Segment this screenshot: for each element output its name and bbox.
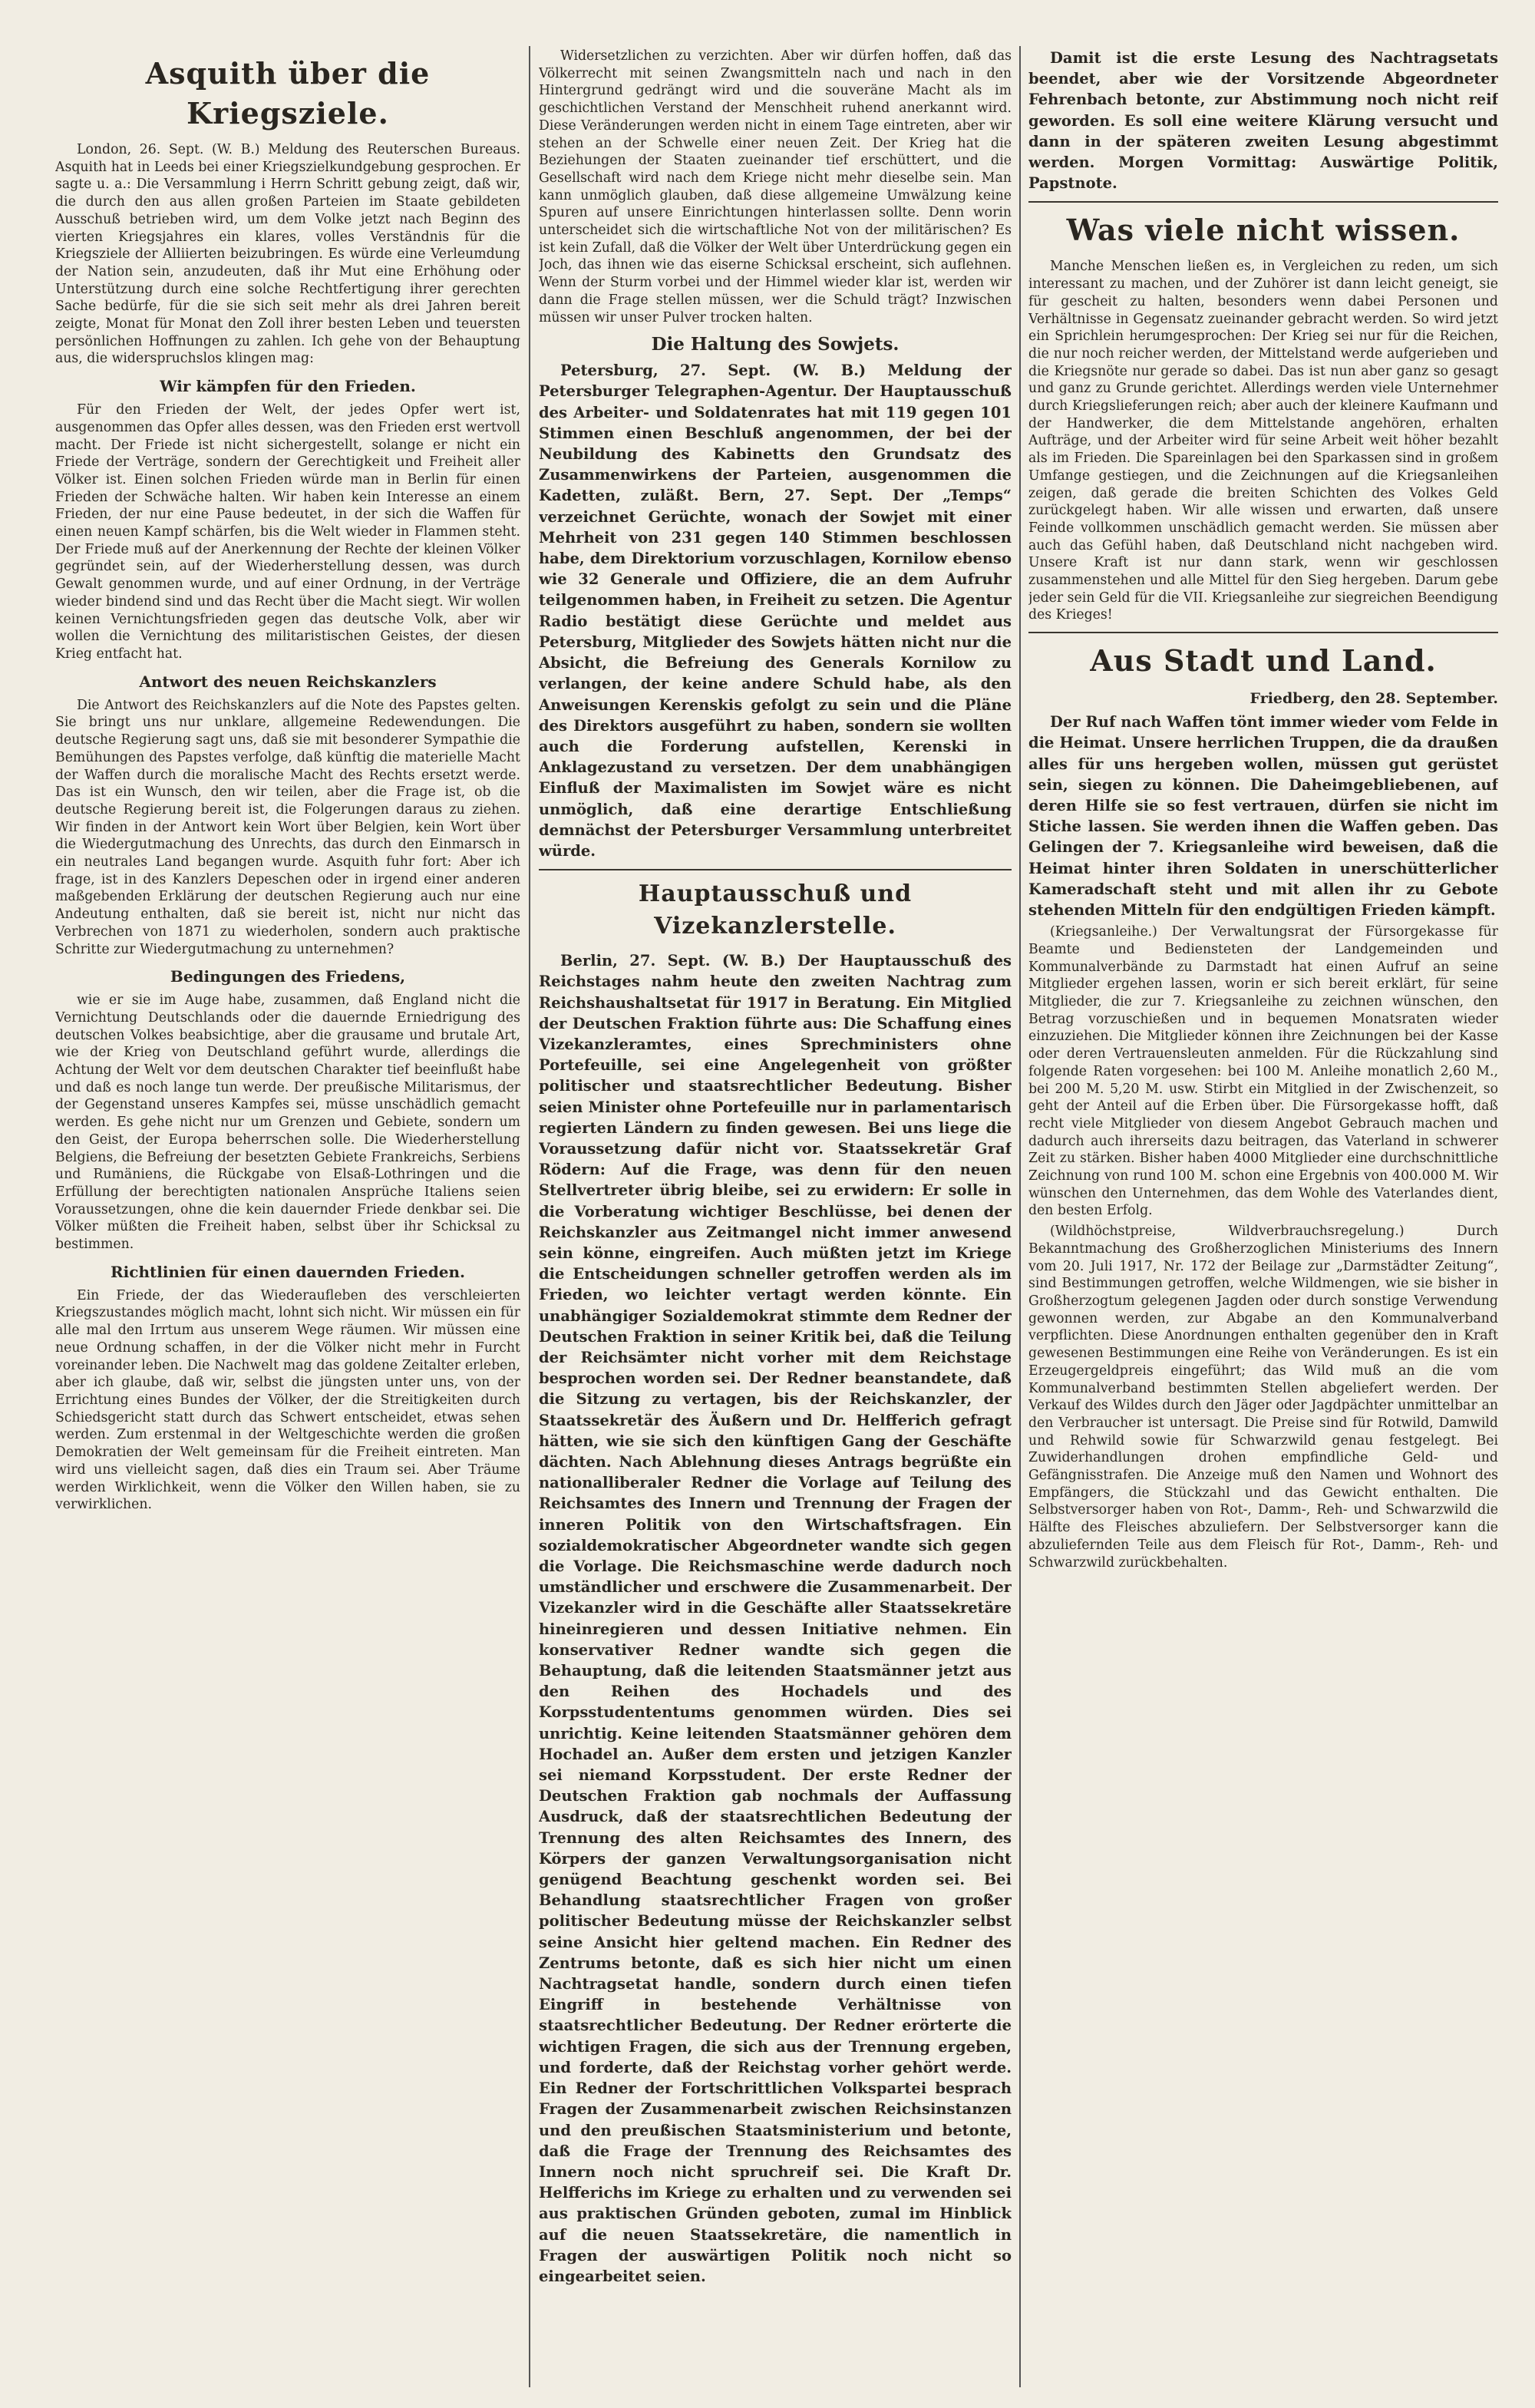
article-paragraph: Berlin, 27. Sept. (W. B.) Der Hauptausschuß des Reichstages nahm heute den zweiten Nachtrag zum Reichshaushaltsetat für 1917 in Beratung. Ein Mitglied der Deutschen Fraktion führte aus: Die Schaffung eines Vizekanzleramtes, eines Sprechministers ohne Portefeuille, sei eine Angelegenheit von größter politischer und staatsrechtlicher Bedeutung. Bisher seien Minister ohne Portefeuille nur in parlamentarisch regierten Ländern zu finden gewesen. Bei uns liege die Voraussetzung dafür nicht vor. Staatssekretär Graf Rödern: Auf die Frage, was denn für den neuen Stellvertreter übrig bleibe, sei zu erwidern: Er solle in die Vorberatung wichtiger Beschlüsse, bei denen der Reichskanzler aus Zeitmangel nicht immer anwesend sein könne, eingreifen. Auch müßten jetzt im Kriege die Entscheidungen schneller getroffen werden als im Frieden, wo leichter vertagt werden könnte. Ein unabhängiger Sozialdemokrat stimmte dem Redner der Deutschen Fraktion in seiner Kritik bei, daß die Teilung der Reichsämter nicht vorher mit dem Reichstage besprochen worden sei. Der Redner beanstandete, daß die Sitzung zu vertagen, bis der Reichskanzler, der Staatssekretär des Äußern und Dr. Helfferich gefragt hätten, wie sie sich den künftigen Gang der Geschäfte dächten. Nach Ablehnung dieses Antrags begrüßte ein nationalliberaler Redner die Vorlage auf Teilung des Reichsamtes des Innern und Trennung der Fragen der inneren Politik von den Wirtschaftsfragen. Ein sozialdemokratischer Abgeordneter wandte sich gegen die Vorlage. Die Reichsmaschine werde dadurch noch umständlicher und erschwere die Zusammenarbeit. Der Vizekanzler wird in die Geschäfte aller Staatssekretäre hineinregieren und dessen Initiative nehmen. Ein konservativer Redner wandte sich gegen die Behauptung, daß die leitenden Staatsmänner jetzt aus den Reihen des Hochadels und des Korpsstudententums genommen würden. Dies sei unrichtig. Keine leitenden Staatsmänner gehören dem Hochadel an. Außer dem ersten und jetzigen Kanzler sei niemand Korpsstudent. Der erste Redner der Deutschen Fraktion gab nochmals der Auffassung Ausdruck, daß der staatsrechtlichen Bedeutung der Trennung des alten Reichsamtes des Innern, des Körpers der ganzen Verwaltungsorganisation nicht genügend Beachtung geschenkt worden sei. Bei Behandlung staatsrechtlicher Fragen von großer politischer Bedeutung müsse der Reichskanzler selbst seine Ansicht hier geltend machen. Ein Redner des Zentrums betonte, daß es sich hier nicht um einen Nachtragsetat handle, sondern durch einen tiefen Eingriff in bestehende Verhältnisse von staatsrechtlicher Bedeutung. Der Redner erörterte die wichtigen Fragen, die sich aus der Trennung ergeben, und forderte, daß der Reichstag vorher gehört werde. Ein Redner der Fortschrittlichen Volkspartei besprach Fragen der Zusammenarbeit zwischen Reichsinstanzen und den preußischen Staatsministerium und betonte, daß die Frage der Trennung des Reichsamtes des Innern noch nicht spruchreif sei. Die Kraft Dr. Helfferichs im Kriege zu erhalten und zu verwenden sei aus praktischen Gründen geboten, zumal im Hinblick auf die neuen Staatssekretäre, die namentlich in Fragen der auswärtigen Politik noch nicht so eingearbeitet seien.	[539, 952, 1012, 2285]
section-subheading: Richtlinien für einen dauernden Frieden.	[111, 1262, 465, 1281]
section-subheading: Die Haltung des Sowjets.	[651, 334, 900, 355]
article-paragraph: Der Ruf nach Waffen tönt immer wieder vom Felde in die Heimat. Unsere herrlichen Truppen, die da draußen alles für uns hergeben wollen, müssen gut gerüstet sein, siegen zu können. Die Daheimgebliebenen, auf deren Hilfe sie so fest vertrauen, dürfen sie nicht im Stiche lassen. Sie werden ihnen die Waffen geben. Das Gelingen der 7. Kriegsanleihe wird beweisen, daß die Heimat hinter ihren Soldaten in unerschütterlicher Kameradschaft steht und mit allen ihr zu Gebote stehenden Mitteln für den endgültigen Frieden kämpft.	[1028, 713, 1498, 920]
article-paragraph: wie er sie im Auge habe, zusammen, daß England nicht die Vernichtung Deutschlands oder die dauernde Erniedrigung des deutschen Volkes beabsichtige, aber die grausame und brutale Art, wie der Krieg von Deutschland geführt wurde, allerdings die Achtung der Welt vor dem deutschen Charakter tief beeinflußt habe und daß es noch lange tun werde. Der preußische Militarismus, der der Gegenstand unseres Kampfes sei, müsse unschädlich gemacht werden. Es gehe nicht nur um Grenzen und Gebiete, sondern um den Geist, der Europa beherrschen solle. Die Wiederherstellung Belgiens, die Befreiung der besetzten Gebiete Frankreichs, Serbiens und Rumäniens, die Rückgabe von Elsaß-Lothringen und die Erfüllung der berechtigten nationalen Ansprüche Italiens seien Voraussetzungen, ohne die kein dauernder Friede denkbar sei. Die Völker müßten die Freiheit haben, selbst über ihr Schicksal zu bestimmen.	[55, 993, 520, 1253]
article-headline-wissen: Was viele nicht wissen.	[1066, 213, 1461, 248]
column-divider	[1019, 46, 1021, 2387]
article-paragraph: Für den Frieden der Welt, der jedes Opfer wert ist, ausgenommen das Opfer alles dessen, was den Frieden erst wertvoll macht. Der Friede ist nicht sichergestellt, solange er nicht ein Friede der Verträge, sondern der Gerechtigkeit und Freiheit aller Völker ist. Einen solchen Frieden würde man in Berlin für einen Frieden der Schwäche halten. Wir haben kein Interesse an einem Frieden, der nur eine Pause bedeutet, in der sich die Waffen für einen neuen Kampf schärfen, bis die Welt wieder in Flammen steht. Der Friede muß auf der Anerkennung der Rechte der kleinen Völker gegründet sein, auf der Wiederherstellung dessen, was durch Gewalt genommen wurde, und auf einer Ordnung, in der Verträge wieder bindend sind und das Recht über die Macht siegt. Wir wollen keinen Vernichtungsfrieden gegen das deutsche Volk, aber wir wollen die Vernichtung des militaristischen Geistes, der diesen Krieg entfacht hat.	[55, 402, 520, 662]
article-separator	[539, 869, 1012, 870]
dateline: Friedberg, den 28. September.	[1249, 690, 1498, 708]
article-paragraph: (Kriegsanleihe.) Der Verwaltungsrat der Fürsorgekasse für Beamte und Bediensteten der Landgemeinden und Kommunalverbände zu Darmstadt hat einen Aufruf an seine Mitglieder ergehen lassen, worin er sich bereit erklärt, für seine Mitglieder, die zur 7. Kriegsanleihe zu zeichnen wünschen, den Betrag vorzuschießen und in bequemen Monatsraten wieder einzuziehen. Die Mitglieder können ihre Zeichnungen bei der Kasse oder deren Vertrauensleuten anmelden. Für die Rückzahlung sind folgende Raten vorgesehen: bei 100 M. Anleihe monatlich 2,60 M., bei 200 M. 5,20 M. usw. Stirbt ein Mitglied in der Zwischenzeit, so geht der Anteil auf die Erben über. Die Fürsorgekasse hofft, daß recht viele Mitglieder von diesem Angebot Gebrauch machen und dadurch auch ihrerseits dazu beitragen, das Vaterland in schwerer Zeit zu stärken. Bisher haben 4000 Mitglieder eine durchschnittliche Zeichnung von rund 100 M. schon eine Ergebnis von 400.000 M. Wir wünschen den Unternehmen, das dem Wohle des Vaterlandes dient, den besten Erfolg.	[1028, 924, 1498, 1219]
article-paragraph: London, 26. Sept. (W. B.) Meldung des Reuterschen Bureaus. Asquith hat in Leeds bei einer Kriegszielkundgebung gesprochen. Er sagte u. a.: Die Versammlung i Herrn Schritt gebung zeigt, daß wir, die durch den aus allen großen Parteien im Staate gebildeten Ausschuß betrieben wird, um dem Volke jetzt nach Beginn des vierten Kriegsjahres ein klares, volles Verständnis für die Kriegsziele der Alliierten beizubringen. Es würde eine Verleumdung der Nation sein, anzudeuten, daß ihr Mut eine Erhöhung oder Unterstützung durch eine solche Rechtfertigung ihrer gerechten Sache bedürfe, für die sie sich seit mehr als drei Jahren bereit zeigte, Monat für Monat den Zoll ihrer besten Leben und teuersten persönlichen Hoffnungen zu zahlen. Ich gehe von der Behauptung aus, die widerspruchslos klingen mag:	[55, 142, 520, 367]
article-separator	[1028, 201, 1498, 203]
article-paragraph: Manche Menschen ließen es, in Vergleichen zu reden, um sich interessant zu machen, und der Zuhörer ist dann leicht geneigt, sie für gescheit zu halten, besonders wenn dabei Personen und Verhältnisse in Gegensatz zueinander gebracht werden. So wird jetzt ein Sprichlein herumgesprochen: Der Krieg sei nur für die Reichen, die nur noch reicher werden, der Mittelstand werde aufgerieben und die Kriegsnöte nur gerade so dabei. Das ist nun aber ganz so gesagt und ganz zu Grunde gerichtet. Allerdings werden viele Unternehmer durch Kriegslieferungen reich; aber auch der kleinere Kaufmann und der Handwerker, die dem Mittelstande angehören, erhalten Aufträge, und der Arbeiter wird für seine Arbeit weit höher bezahlt als im Frieden. Die Spareinlagen bei den Sparkassen sind in großem Umfange gestiegen, und die Zeichnungen auf die Kriegsanleihen zeigen, daß gerade die breiten Schichten des Volkes Geld zurückgelegt haben. Wir alle wissen und erwarten, daß unsere Feinde vollkommen unschädlich gemacht werden. Sie müssen aber auch das Gefühl haben, daß Deutschland nicht nachgeben wird. Unsere Kraft ist nur dann stark, wenn wir geschlossen zusammenstehen und alle Mittel für den Sieg hergeben. Darum gebe jeder sein Geld für die VII. Kriegsanleihe zur siegreichen Beendigung des Krieges!	[1028, 259, 1498, 623]
column-2	[539, 48, 1012, 2373]
article-paragraph: Die Antwort des Reichskanzlers auf die Note des Papstes gelten. Sie bringt uns nur unklare, allgemeine Redewendungen. Die deutsche Regierung sagt uns, daß sie mit besonderer Sympathie die Bemühungen des Papstes verfolge, daß künftig die materielle Macht der Waffen durch die moralische Macht des Rechts ersetzt werde. Das ist ein Wunsch, den wir teilen, aber die Frage ist, ob die deutsche Regierung bereit ist, die Folgerungen daraus zu ziehen. Wir finden in der Antwort kein Wort über Belgien, kein Wort über die Wiedergutmachung des Unrechts, das durch den Einmarsch in ein neutrales Land begangen wurde. Asquith fuhr fort: Aber ich frage, ist in des Kanzlers Depeschen oder in irgend einer anderen maßgebenden Erklärung der deutschen Regierung auch nur eine Andeutung enthalten, daß sie bereit ist, nicht nur nicht das Verbrechen von 1871 zu wiederholen, sondern auch praktische Schritte zur Wiedergutmachung zu unternehmen?	[55, 697, 520, 957]
column-3	[1028, 48, 1498, 2373]
article-headline-stadt-land: Aus Stadt und Land.	[1090, 643, 1437, 679]
article-paragraph: Damit ist die erste Lesung des Nachtragsetats beendet, aber wie der Vorsitzende Abgeordneter Fehrenbach betonte, zur Abstimmung noch nicht reif geworden. Es soll eine weitere Klärung versucht und dann in der späteren zweiten Lesung abgestimmt werden. Morgen Vormittag: Auswärtige Politik, Papstnote.	[1028, 49, 1498, 193]
article-separator	[1028, 632, 1498, 633]
article-paragraph: Widersetzlichen zu verzichten. Aber wir dürfen hoffen, daß das Völkerrecht mit seinen Zwangsmitteln nach und nach in den Hintergrund gedrängt wird und die souveräne Macht als im geschichtlichen Verstand der Menschheit ruhend anerkannt wird. Diese Veränderungen werden nicht in einem Tage eintreten, aber wir stehen an der Schwelle einer neuen Zeit. Der Krieg hat die Beziehungen der Staaten zueinander tief erschüttert, und die Gesellschaft wird nach dem Kriege nicht mehr dieselbe sein. Man kann unmöglich glauben, daß diese allgemeine Umwälzung keine Spuren auf unsere Einrichtungen hinterlassen sollte. Denn worin unterscheidet sich die wirtschaftliche Not von der militärischen? Es ist kein Zufall, daß die Völker der Welt über Unterdrückung gegen ein Joch, das ihnen wie das eiserne Schicksal erscheint, sich auflehnen. Wenn der Sturm vorbei und der Himmel wieder klar ist, werden wir dann die Frage stellen müssen, wer die Schuld trägt? Inzwischen müssen wir unser Pulver trocken halten.	[539, 48, 1012, 325]
article-paragraph: (Wildhöchstpreise, Wildverbrauchsregelung.) Durch Bekanntmachung des Großherzoglichen Ministeriums des Innern vom 20. Juli 1917, Nr. 172 der Beilage zur „Darmstädter Zeitung“, sind Bestimmungen getroffen, welche Wildmengen, wie sie bisher in Großherzogtum gelegenen Jagden oder durch sonstige Verwendung gewonnen werden, zur Abgabe an den Kommunalverband verpflichten. Diese Anordnungen enthalten gegenüber den in Kraft gewesenen Bestimmungen eine Reihe von Veränderungen. Es ist ein Erzeugergeldpreis eingeführt; das Wild muß an die vom Kommunalverband bestimmten Stellen abgeliefert werden. Der Verkauf des Wildes durch den Jäger oder Jagdpächter unmittelbar an den Verbraucher ist untersagt. Die Preise sind für Rotwild, Damwild und Rehwild sowie für Schwarzwild genau festgelegt. Bei Zuwiderhandlungen drohen empfindliche Geld- und Gefängnisstrafen. Die Anzeige muß den Namen und Wohnort des Empfängers, die Stückzahl und das Gewicht enthalten. Die Selbstversorger haben von Rot-, Damm-, Reh- und Schwarzwild die Hälfte des Fleisches abzuliefern. Der Selbstversorger kann die abzuliefernden Teile aus dem Fleisch für Rot-, Damm-, Reh- und Schwarzwild zurückbehalten.	[1028, 1224, 1498, 1571]
article-paragraph: Petersburg, 27. Sept. (W. B.) Meldung der Petersburger Telegraphen-Agentur. Der Hauptausschuß des Arbeiter- und Soldatenrates hat mit 119 gegen 101 Stimmen einen Beschluß angenommen, der bei der Neubildung des Kabinetts den Grundsatz des Zusammenwirkens der Parteien, ausgenommen die Kadetten, zuläßt. Bern, 27. Sept. Der „Temps“ verzeichnet Gerüchte, wonach der Sowjet mit einer Mehrheit von 231 gegen 140 Stimmen beschlossen habe, dem Direktorium vorzuschlagen, Kornilow ebenso wie 32 Generale und Offiziere, die an dem Aufruhr teilgenommen haben, in Freiheit zu setzen. Die Agentur Radio bestätigt diese Gerüchte und meldet aus Petersburg, Mitglieder des Sowjets hätten nicht nur die Absicht, die Befreiung des Generals Kornilow zu verlangen, der keine andere Schuld habe, als den Anweisungen Kerenskis gefolgt zu sein und die Pläne des Direktors ausgeführt zu haben, sondern sie wollten auch die Forderung aufstellen, Kerenski in Anklagezustand zu versetzen. Der dem unabhängigen Einfluß der Maximalisten im Sowjet wäre es nicht unmöglich, daß eine derartige Entschließung demnächst der Petersburger Versammlung unterbreitet würde.	[539, 362, 1012, 860]
section-subheading: Bedingungen des Friedens,	[170, 967, 406, 986]
section-subheading: Wir kämpfen für den Frieden.	[160, 377, 416, 396]
article-headline-kriegsziele: Asquith über die Kriegsziele.	[145, 56, 431, 130]
column-divider	[529, 46, 530, 2387]
article-headline-vizekanzler: Hauptausschuß und Vizekanzlerstelle.	[638, 880, 913, 940]
article-paragraph: Ein Friede, der das Wiederaufleben des verschleierten Kriegszustandes möglich macht, lohnt sich nicht. Wir müssen ein für alle mal den Irrtum aus unserem Wege räumen. Wir müssen eine neue Ordnung schaffen, in der die Völker nicht mehr in Furcht voreinander leben. Die Nachwelt mag das goldene Zeitalter erleben, aber ich glaube, daß wir, selbst die jüngsten unter uns, von der Errichtung eines Bundes der Völker, der die Streitigkeiten durch Schiedsgericht statt durch das Schwert entscheidet, etwas sehen werden. Zum erstenmal in der Weltgeschichte werden die großen Demokratien der Welt gemeinsam für die Freiheit eintreten. Man wird uns vielleicht sagen, daß dies ein Traum sei. Aber Träume werden Wirklichkeit, wenn die Völker den Willen haben, sie zu verwirklichen.	[55, 1287, 520, 1513]
column-1	[55, 48, 520, 2373]
section-subheading: Antwort des neuen Reichskanzlers	[139, 672, 437, 691]
